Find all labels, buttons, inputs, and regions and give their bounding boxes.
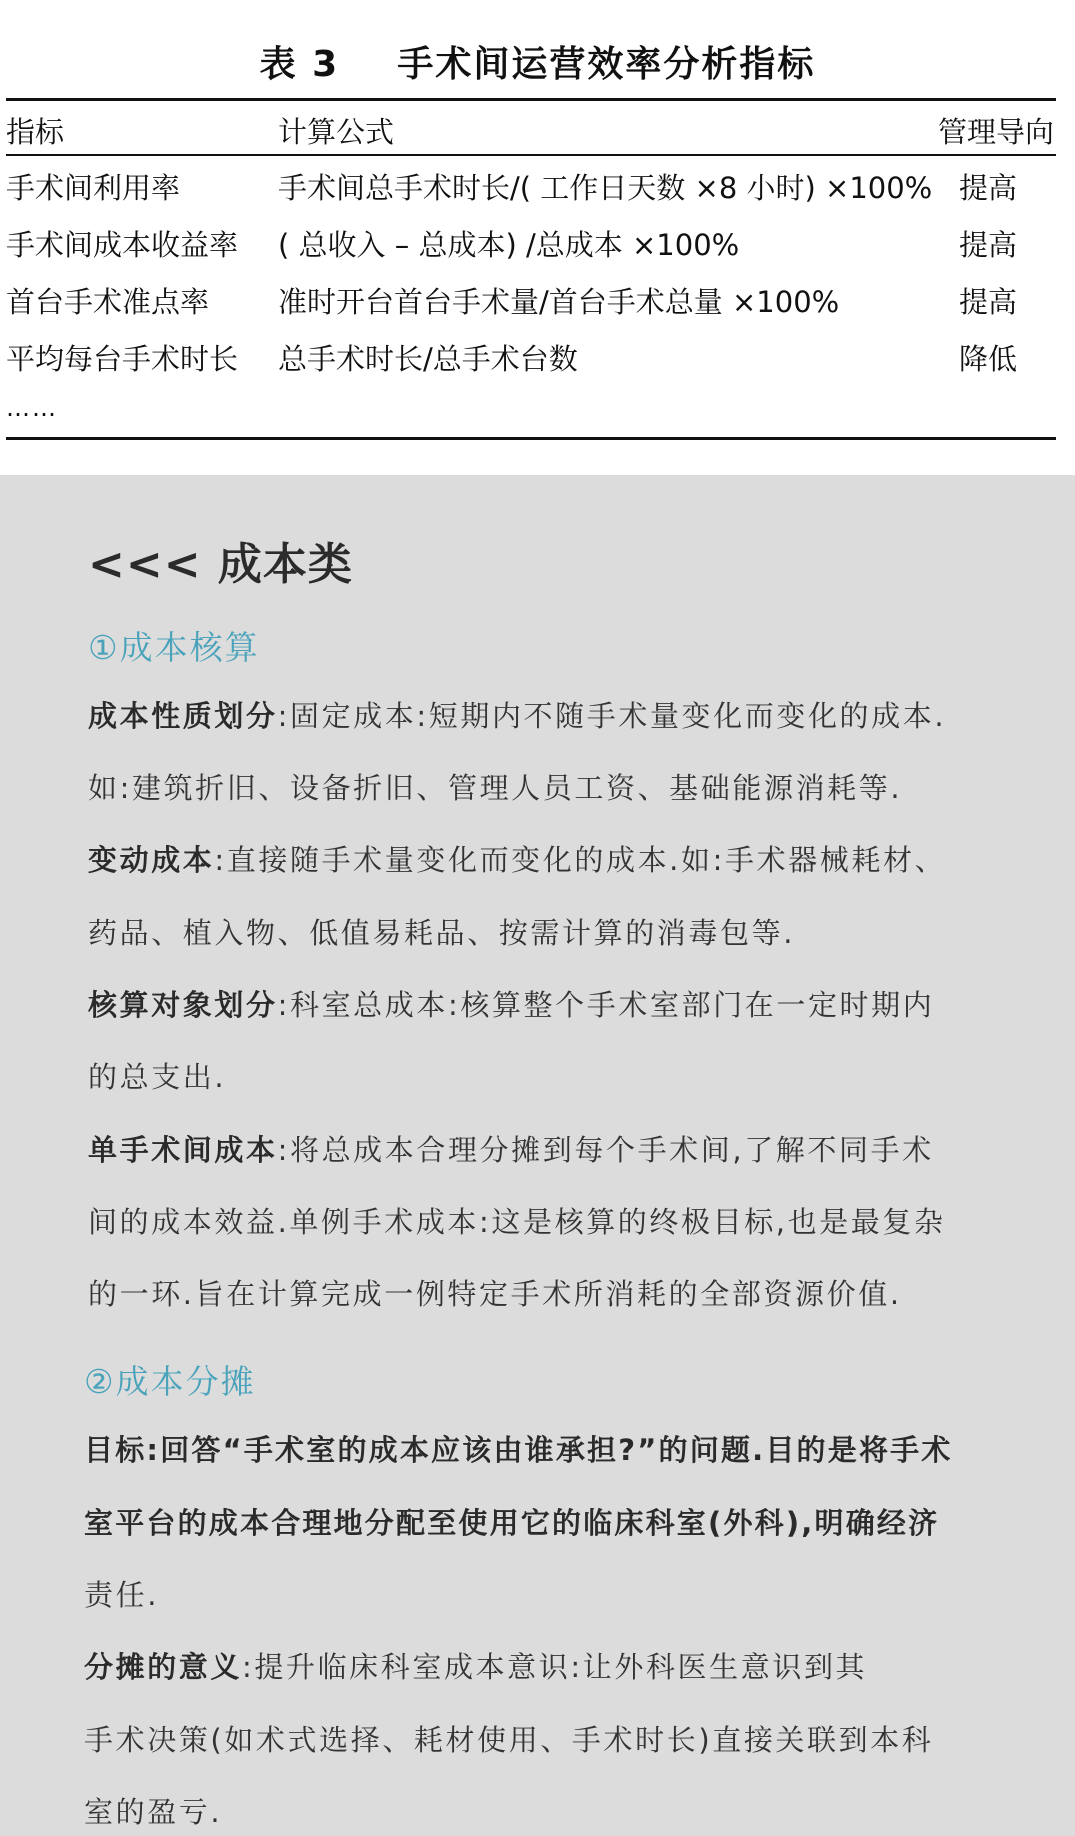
term-label: 单手术间成本: [88, 1133, 278, 1167]
paragraph-line: 手术决策(如术式选择、耗材使用、手术时长)直接关联到本科: [84, 1723, 934, 1757]
table-bottom-rule: [6, 437, 1056, 440]
line-text: :直接随手术量变化而变化的成本.如:手术器械耗材、: [214, 843, 947, 877]
line-text: :固定成本:短期内不随手术量变化而变化的成本.: [277, 699, 947, 733]
subheading-cost-accounting: ①成本核算: [88, 628, 260, 667]
paragraph-line: [88, 838, 946, 879]
row-formula: 总手术时长/总手术台数: [278, 342, 578, 376]
row-formula: ( 总收入 – 总成本) /总成本 ×100%: [278, 228, 740, 262]
table-title: 表 3 手术间运营效率分析指标: [259, 44, 816, 85]
row-formula: 手术间总手术时长/( 工作日天数 ×8 小时) ×100%: [278, 171, 933, 205]
header-indicator: 指标: [6, 115, 65, 149]
paragraph-line: [84, 1645, 867, 1686]
line-text: :提升临床科室成本意识:让外科医生意识到其: [242, 1650, 868, 1684]
row-indicator: 手术间成本收益率: [6, 228, 239, 262]
paragraph-line: [88, 983, 934, 1024]
table-ellipsis: ……: [6, 394, 58, 422]
line-text: :科室总成本:核算整个手术室部门在一定时期内: [277, 988, 935, 1022]
table-top-rule: [6, 98, 1056, 101]
paragraph-line: 室的盈亏.: [84, 1795, 223, 1829]
paragraph-line: 如:建筑折旧、设备折旧、管理人员工资、基础能源消耗等.: [88, 771, 903, 805]
row-direction: 降低: [958, 342, 1017, 376]
row-indicator: 手术间利用率: [6, 171, 181, 205]
paragraph-line: 药品、植入物、低值易耗品、按需计算的消毒包等.: [88, 916, 796, 950]
row-indicator: 首台手术准点率: [6, 285, 210, 319]
paragraph-line: 间的成本效益.单例手术成本:这是核算的终极目标,也是最复杂: [88, 1205, 946, 1239]
term-label: 分摊的意义: [84, 1650, 243, 1684]
line-text: :将总成本合理分摊到每个手术间,了解不同手术: [277, 1133, 934, 1167]
header-direction: 管理导向: [938, 115, 1055, 149]
table-header-rule: [6, 154, 1056, 156]
row-formula: 准时开台首台手术量/首台手术总量 ×100%: [278, 285, 840, 319]
subheading-cost-allocation: ②成本分摊: [84, 1362, 256, 1401]
paragraph-line: [88, 1128, 934, 1169]
paragraph-line: [88, 694, 946, 735]
header-formula: 计算公式: [278, 115, 395, 149]
row-indicator: 平均每台手术时长: [6, 342, 239, 376]
row-direction: 提高: [958, 171, 1017, 205]
paragraph-line: 室平台的成本合理地分配至使用它的临床科室(外科),明确经济: [84, 1506, 940, 1540]
paragraph-line: 的总支出.: [88, 1060, 227, 1094]
term-label: 核算对象划分: [88, 988, 278, 1022]
paragraph-line: 目标:回答“手术室的成本应该由谁承担?”的问题.目的是将手术: [84, 1433, 953, 1467]
paragraph-line: 的一环.旨在计算完成一例特定手术所消耗的全部资源价值.: [88, 1277, 902, 1311]
row-direction: 提高: [958, 228, 1017, 262]
paragraph-line: 责任.: [84, 1578, 160, 1612]
section-heading: <<< 成本类: [88, 539, 353, 590]
term-label: 成本性质划分: [88, 699, 278, 733]
term-label: 变动成本: [88, 843, 215, 877]
row-direction: 提高: [958, 285, 1017, 319]
table-section: [0, 0, 1075, 475]
